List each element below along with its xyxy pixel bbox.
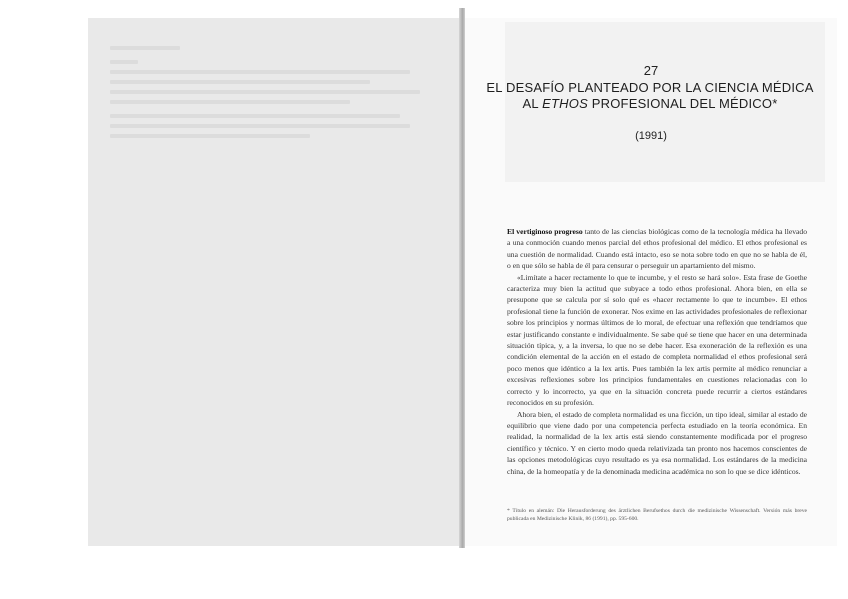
chapter-year: (1991) <box>635 130 667 142</box>
paragraph-3: Ahora bien, el estado de completa normalidad es una ficción, un tipo ideal, similar al estado de equilibrio que viene dado por una competencia perfecta estudiado en la teoría económica. En realidad, la normalidad de la lex artis está siendo constantemente modificada por el progreso científico y técnico. Y en cierto modo queda relativizada tan pronto nos hacemos conscientes de las opciones metodológicas cuyo resultado es ya esa normalidad. Los estándares de la medicina china, de la homeopatía y de la denominada medicina académica no son lo que se dice idénticos. <box>507 409 807 476</box>
lead-phrase: El vertiginoso progreso <box>507 227 583 236</box>
right-page <box>465 18 837 546</box>
chapter-title-line1: EL DESAFÍO PLANTEADO POR LA CIENCIA MÉDICA <box>486 80 814 95</box>
paragraph-2: «Limítate a hacer rectamente lo que te incumbe, y el resto se hará solo». Esta frase de Goethe caracteriza muy bien la actitud que subyace a todo ethos profesional. Ahora bien, en ella se presupone que se calcula por sí solo qué es «hacer rectamente lo que te incumbe». El ethos profesional tiene la función de exonerar. Nos exime en las actividades profesionales de reflexionar sobre los principios y normas últimos de lo moral, de efectuar una reflexión que tendríamos que estar justificando constante e individualmente. Se sabe qué se tiene que hacer en una determinada situación típica, y, a la inversa, lo que no se debe hacer. Esa exoneración de la reflexión es una condición elemental de la acción en el estado de completa normalidad el ethos profesional será poco menos que idéntico a la lex artis. Pues también la lex artis permite al médico renunciar a excesivas reflexiones sobre los principios fundamentales en cuestiones relacionadas con lo correcto y lo incorrecto, ya que en la situación concreta puede recurrir a ciertos estándares reconocidos en su profesión. <box>507 272 807 408</box>
paragraph-1-text: tanto de las ciencias biológicas como de la tecnología médica ha llevado a una conmoción cuando menos parcial del ethos profesional del médico. El ethos profesional es una cuestión de normalidad. Cuando está intacto, eso se nota sobre todo en que no se habla de él, o en que sólo se habla de él para censurar o perseguir un apartamiento del mismo. <box>507 227 807 271</box>
title-suffix: PROFESIONAL DEL MÉDICO* <box>587 96 778 111</box>
title-prefix: AL <box>522 96 543 111</box>
title-ethos: ETHOS <box>542 96 588 111</box>
paragraph-1 <box>507 226 807 272</box>
chapter-title-line2 <box>485 96 815 112</box>
chapter-number: 27 <box>643 63 659 78</box>
left-page-faded <box>88 18 460 546</box>
chapter-title <box>485 80 815 112</box>
footnote: * Título en alemán: Die Herausforderung des ärztlichen Berufsethos durch die medizinische Wissenschaft. Versión más breve publicada en Medizinische Klinik, 86 (1991), pp. 595-600. <box>507 508 807 522</box>
body-text <box>507 226 807 477</box>
